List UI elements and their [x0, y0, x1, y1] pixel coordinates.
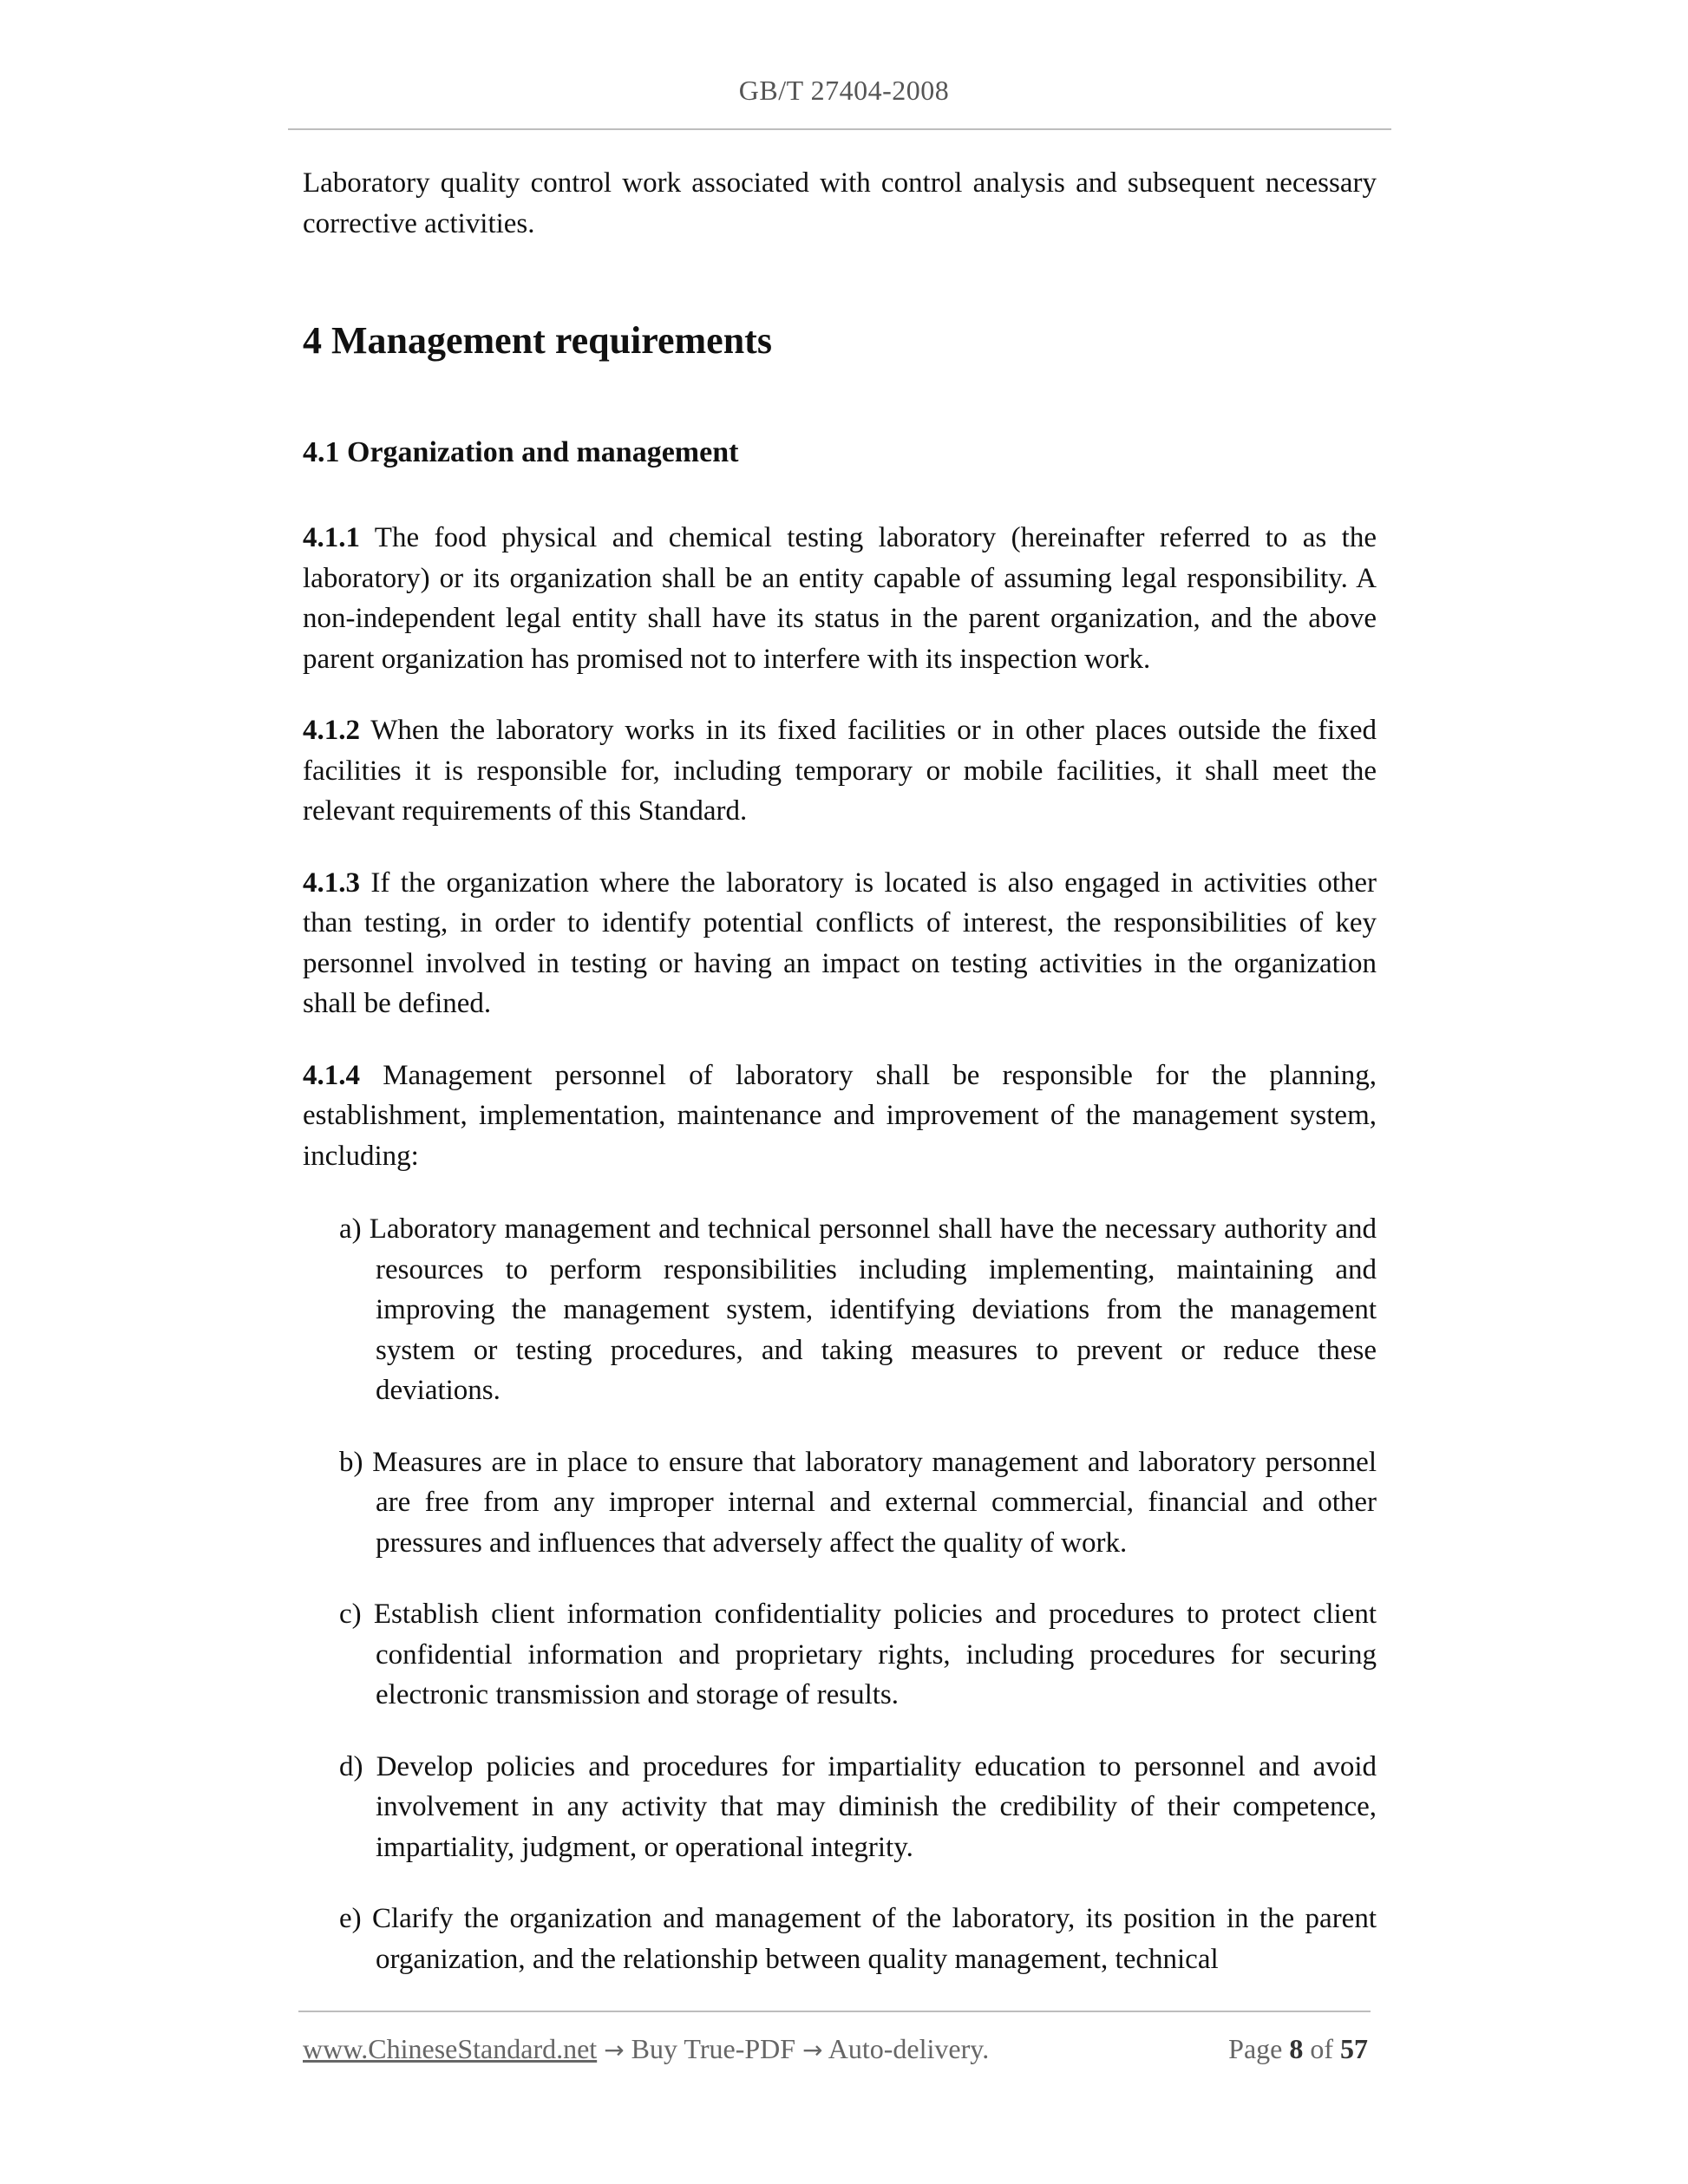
clause-number: 4.1.1	[303, 522, 360, 553]
buy-text: Buy True-PDF	[624, 2033, 803, 2064]
arrow-right-icon: →	[604, 2036, 625, 2064]
list-label: c)	[339, 1599, 362, 1630]
website-link[interactable]: www.ChineseStandard.net	[303, 2033, 598, 2064]
list-label: b)	[339, 1446, 363, 1478]
list-item-d	[339, 1747, 1377, 1868]
clause-4-1-1	[303, 518, 1377, 679]
list-text: Measures are in place to ensure that laboratory management and laboratory personnel are free from any improper internal and external commercial, financial and other pressures and influences that adversely affect the quality of work.	[363, 1446, 1377, 1559]
list-item-e	[339, 1899, 1377, 1979]
list-label: e)	[339, 1903, 362, 1934]
clause-text: Management personnel of laboratory shall be responsible for the planning, establishment, implementation, maintenance and improvement of the management system, including:	[303, 1059, 1377, 1172]
clause-4-1-2	[303, 710, 1377, 832]
list-text: Develop policies and procedures for impartiality education to personnel and avoid involvement in any activity that may diminish the credibility of their competence, impartiality, judgment, or operational integrity.	[363, 1750, 1377, 1863]
page-content	[303, 163, 1377, 2011]
clause-text: When the laboratory works in its fixed facilities or in other places outside the fixed facilities it is responsible for, including temporary or mobile facilities, it shall meet the relevant requirements of this Standard.	[303, 715, 1377, 827]
footer-divider	[298, 2011, 1371, 2012]
clause-4-1-3	[303, 863, 1377, 1024]
clause-number: 4.1.3	[303, 866, 360, 899]
page-label: Page	[1228, 2033, 1290, 2064]
clause-4-1-4	[303, 1056, 1377, 1177]
of-label: of	[1303, 2033, 1340, 2064]
list-text: Establish client information confidentiality policies and procedures to protect client confidential information and proprietary rights, including procedures for securing electronic transmission and storage of results.	[361, 1599, 1377, 1710]
arrow-right-icon: →	[802, 2036, 823, 2064]
standard-code-header: GB/T 27404-2008	[738, 75, 950, 106]
intro-paragraph: Laboratory quality control work associated with control analysis and subsequent necessary corrective activities.	[303, 167, 1377, 239]
page-indicator	[1228, 2030, 1368, 2068]
total-pages: 57	[1340, 2033, 1368, 2064]
list-label: d)	[339, 1750, 363, 1782]
list-item-b	[339, 1442, 1377, 1564]
current-page-number: 8	[1289, 2033, 1304, 2064]
list-text: Clarify the organization and management of the laboratory, its position in the parent organization, and the relationship between quality management, technical	[361, 1903, 1377, 1975]
list-item-a	[339, 1209, 1377, 1411]
clause-number: 4.1.4	[303, 1059, 360, 1091]
list-text: Laboratory management and technical personnel shall have the necessary authority and resources to perform responsibilities including implementing, maintaining and improving the management system, identifying deviations from the management system or testing procedures, and taking measures to prevent or reduce these deviations.	[361, 1213, 1377, 1406]
delivery-text: Auto-delivery.	[822, 2033, 990, 2064]
clause-text: The food physical and chemical testing laboratory (hereinafter referred to as the laboratory) or its organization shall be an entity capable of assuming legal responsibility. A non-independent legal entity shall have its status in the parent organization, and the above parent organization has promised not to interfere with its inspection work.	[303, 522, 1377, 675]
list-label: a)	[339, 1213, 362, 1245]
subsection-heading: 4.1 Organization and management	[303, 436, 739, 468]
footer-promo	[303, 2030, 989, 2070]
list-item-c	[339, 1594, 1377, 1716]
section-heading: 4 Management requirements	[303, 319, 772, 362]
clause-number: 4.1.2	[303, 715, 360, 746]
clause-text: If the organization where the laboratory is located is also engaged in activities other than testing, in order to identify potential conflicts of interest, the responsibilities of key personnel involved in testing or having an impact on testing activities in the organization shall be defined.	[303, 866, 1377, 1019]
header-divider	[288, 128, 1391, 130]
